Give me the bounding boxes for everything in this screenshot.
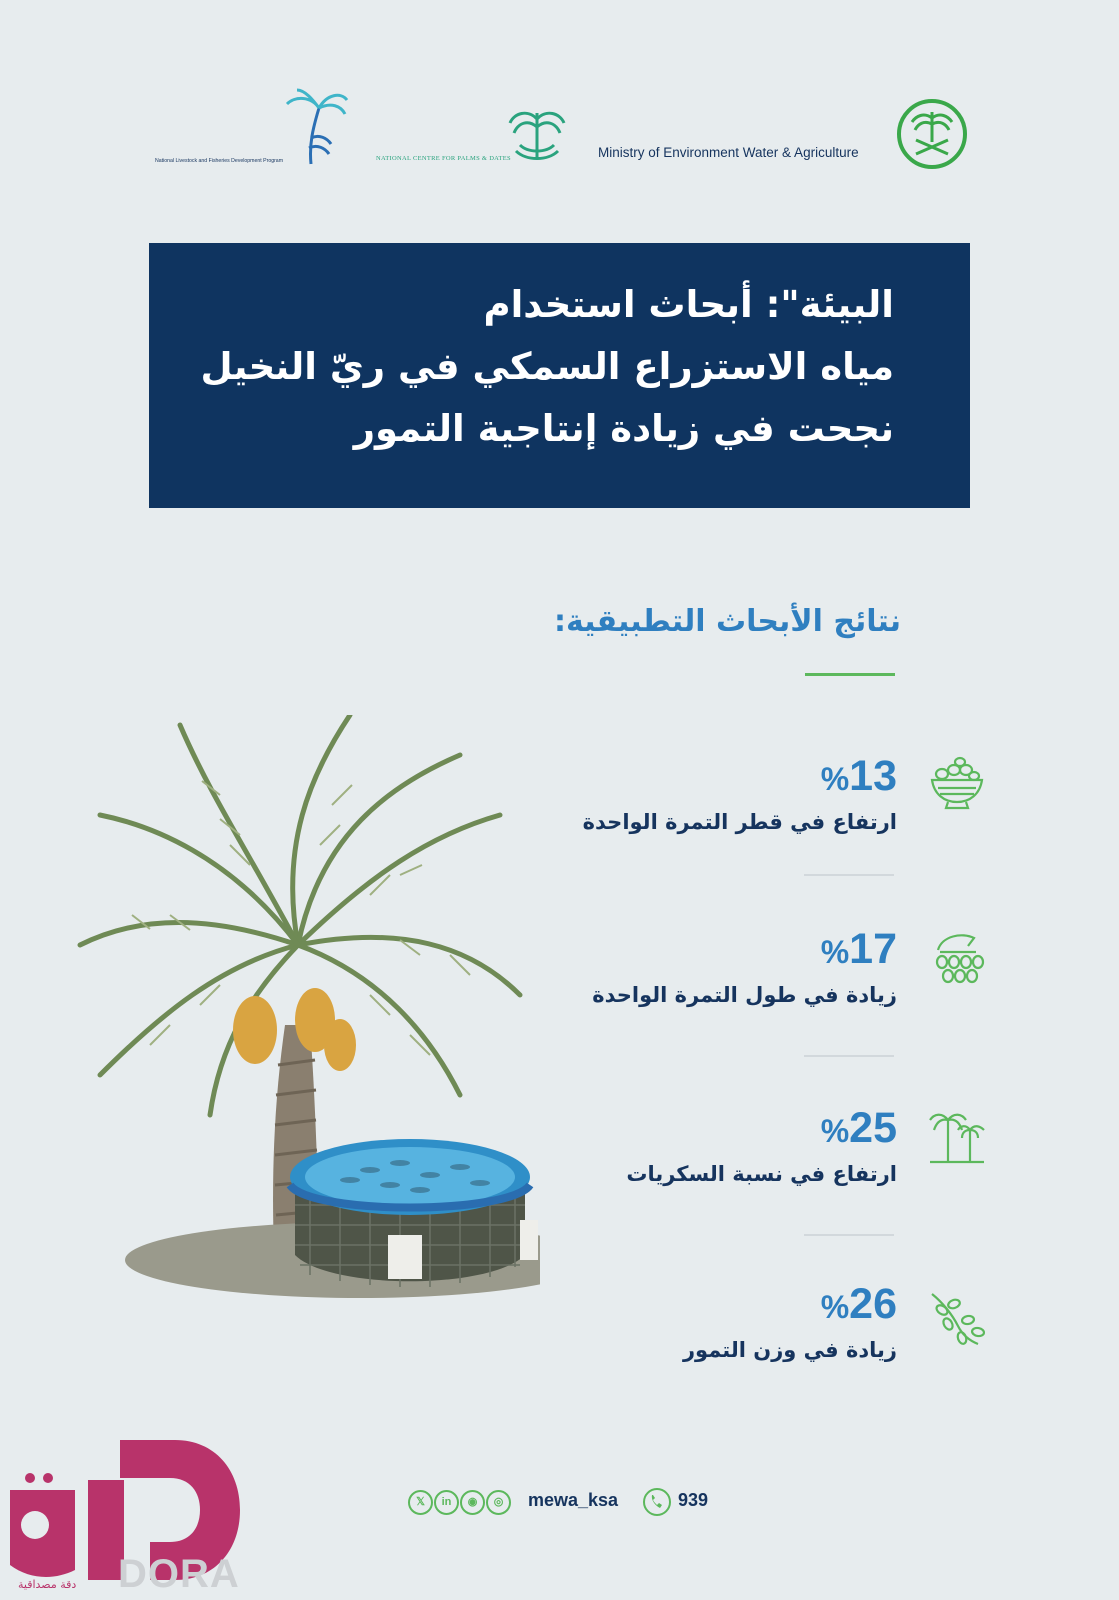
palms-centre-emblem-icon (506, 105, 568, 163)
results-title: نتائج الأبحاث التطبيقية: (553, 604, 901, 639)
stat-value (821, 1280, 897, 1329)
headline-box (149, 243, 970, 508)
watermark-brand-small: دقة مصداقية (18, 1578, 77, 1591)
stat-unit: % (820, 761, 850, 797)
stat-value (821, 1104, 897, 1153)
stat-value (821, 752, 897, 801)
mewa-emblem-icon (896, 98, 968, 170)
stat-label: زيادة في طول التمرة الواحدة (592, 983, 897, 1007)
results-underline (805, 673, 895, 676)
stat-label: زيادة في وزن التمور (682, 1338, 897, 1362)
livestock-program-name-en: National Livestock and Fisheries Development Program (155, 158, 284, 164)
linkedin-icon[interactable]: in (434, 1490, 459, 1515)
watermark-brand-latin: DORA (118, 1552, 240, 1596)
stat-divider (804, 874, 894, 876)
phone-number[interactable]: 939 (678, 1490, 709, 1510)
stat-unit: % (820, 934, 850, 970)
x-icon[interactable]: 𝕏 (408, 1490, 433, 1515)
dates-bowl-icon (928, 754, 986, 810)
stat-number: 17 (849, 925, 897, 973)
dates-bunch-icon (928, 930, 986, 986)
headline-line-3: نجحت في زيادة إنتاجية التمور (353, 407, 894, 450)
stat-number: 26 (849, 1280, 897, 1328)
stat-value (821, 925, 897, 974)
dates-branch-icon (928, 1290, 986, 1346)
stat-unit: % (820, 1113, 850, 1149)
stat-divider (804, 1055, 894, 1057)
snapchat-icon[interactable]: ◉ (460, 1490, 485, 1515)
stat-number: 13 (849, 752, 897, 800)
social-handle[interactable]: mewa_ksa (528, 1490, 619, 1510)
stat-label: ارتفاع في نسبة السكريات (626, 1162, 897, 1186)
mewa-name-en: Ministry of Environment Water & Agriculture (598, 145, 859, 160)
palm-tree-fish-tank-illustration (70, 715, 540, 1305)
stat-divider (804, 1234, 894, 1236)
stat-number: 25 (849, 1104, 897, 1152)
phone-icon (643, 1488, 671, 1516)
stat-unit: % (820, 1289, 850, 1325)
headline-line-2: مياه الاستزراع السمكي في ريّ النخيل (200, 345, 894, 388)
livestock-program-emblem-icon (283, 88, 349, 166)
instagram-icon[interactable]: ◎ (486, 1490, 511, 1515)
headline-line-1: البيئة": أبحاث استخدام (483, 283, 894, 326)
palms-centre-name-en: NATIONAL CENTRE FOR PALMS & DATES (376, 155, 511, 162)
palm-trees-icon (928, 1108, 986, 1164)
stat-label: ارتفاع في قطر التمرة الواحدة (582, 810, 897, 834)
